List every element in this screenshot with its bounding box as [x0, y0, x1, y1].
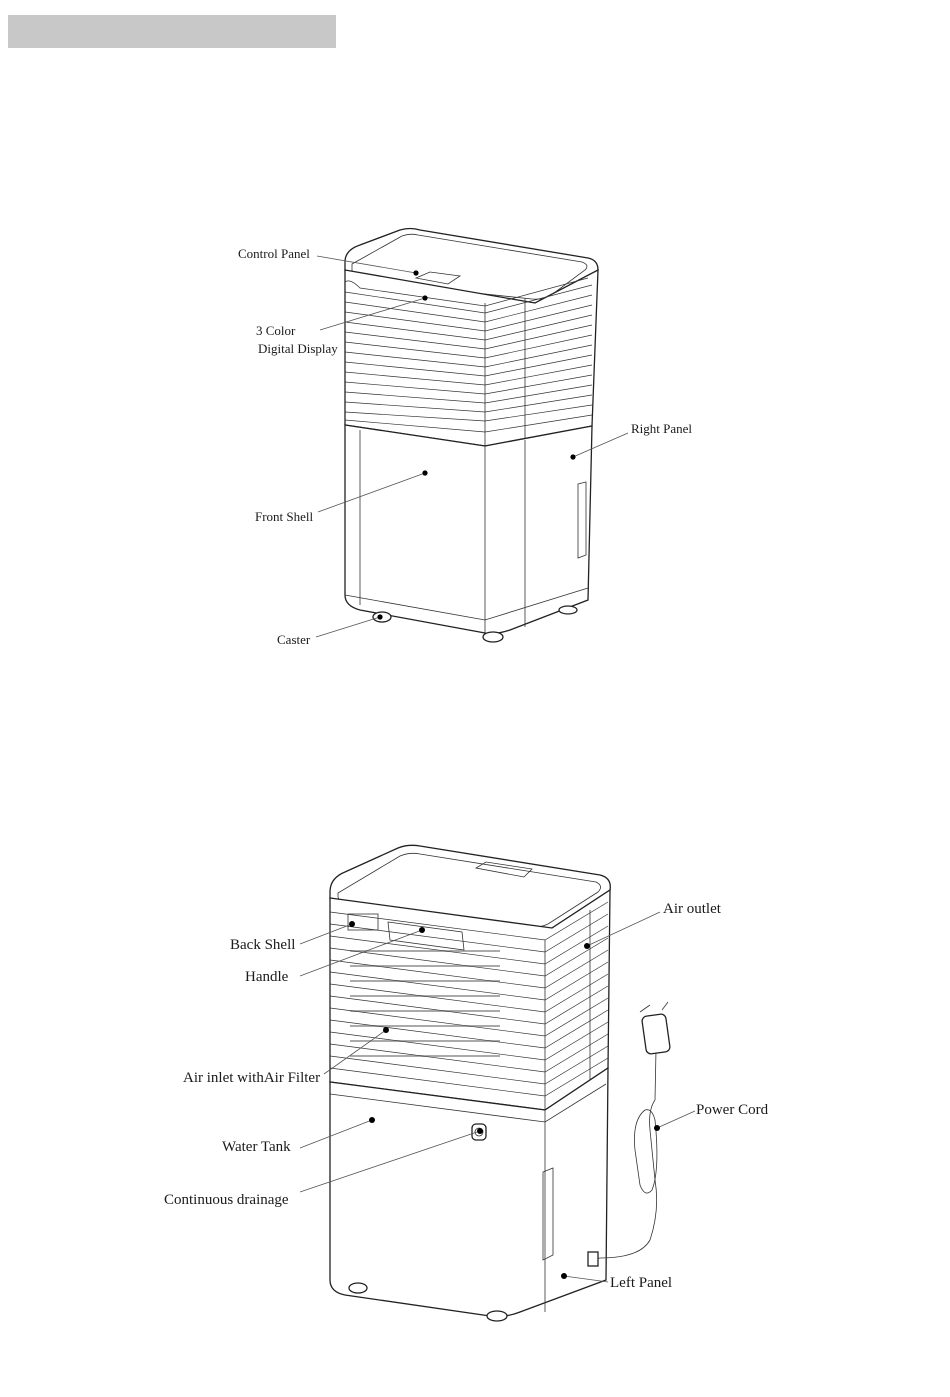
label-power-cord: Power Cord [696, 1102, 769, 1118]
front-view-figure [238, 229, 692, 648]
label-air-inlet: Air inlet withAir Filter [183, 1070, 321, 1086]
dehumidifier-front-illustration [345, 229, 598, 643]
label-front-shell: Front Shell [255, 509, 314, 524]
label-right-panel: Right Panel [631, 421, 693, 436]
label-air-outlet: Air outlet [663, 901, 721, 917]
label-display-line2: Digital Display [258, 341, 338, 356]
label-back-shell: Back Shell [230, 937, 296, 953]
label-display-line1: 3 Color [256, 323, 296, 338]
label-handle: Handle [245, 969, 289, 985]
label-caster: Caster [277, 632, 311, 647]
label-continuous-drainage: Continuous drainage [164, 1192, 289, 1208]
dehumidifier-back-illustration [330, 845, 671, 1321]
label-left-panel: Left Panel [610, 1275, 673, 1291]
label-water-tank: Water Tank [222, 1139, 291, 1155]
label-control-panel: Control Panel [238, 246, 310, 261]
back-view-figure [164, 845, 769, 1321]
